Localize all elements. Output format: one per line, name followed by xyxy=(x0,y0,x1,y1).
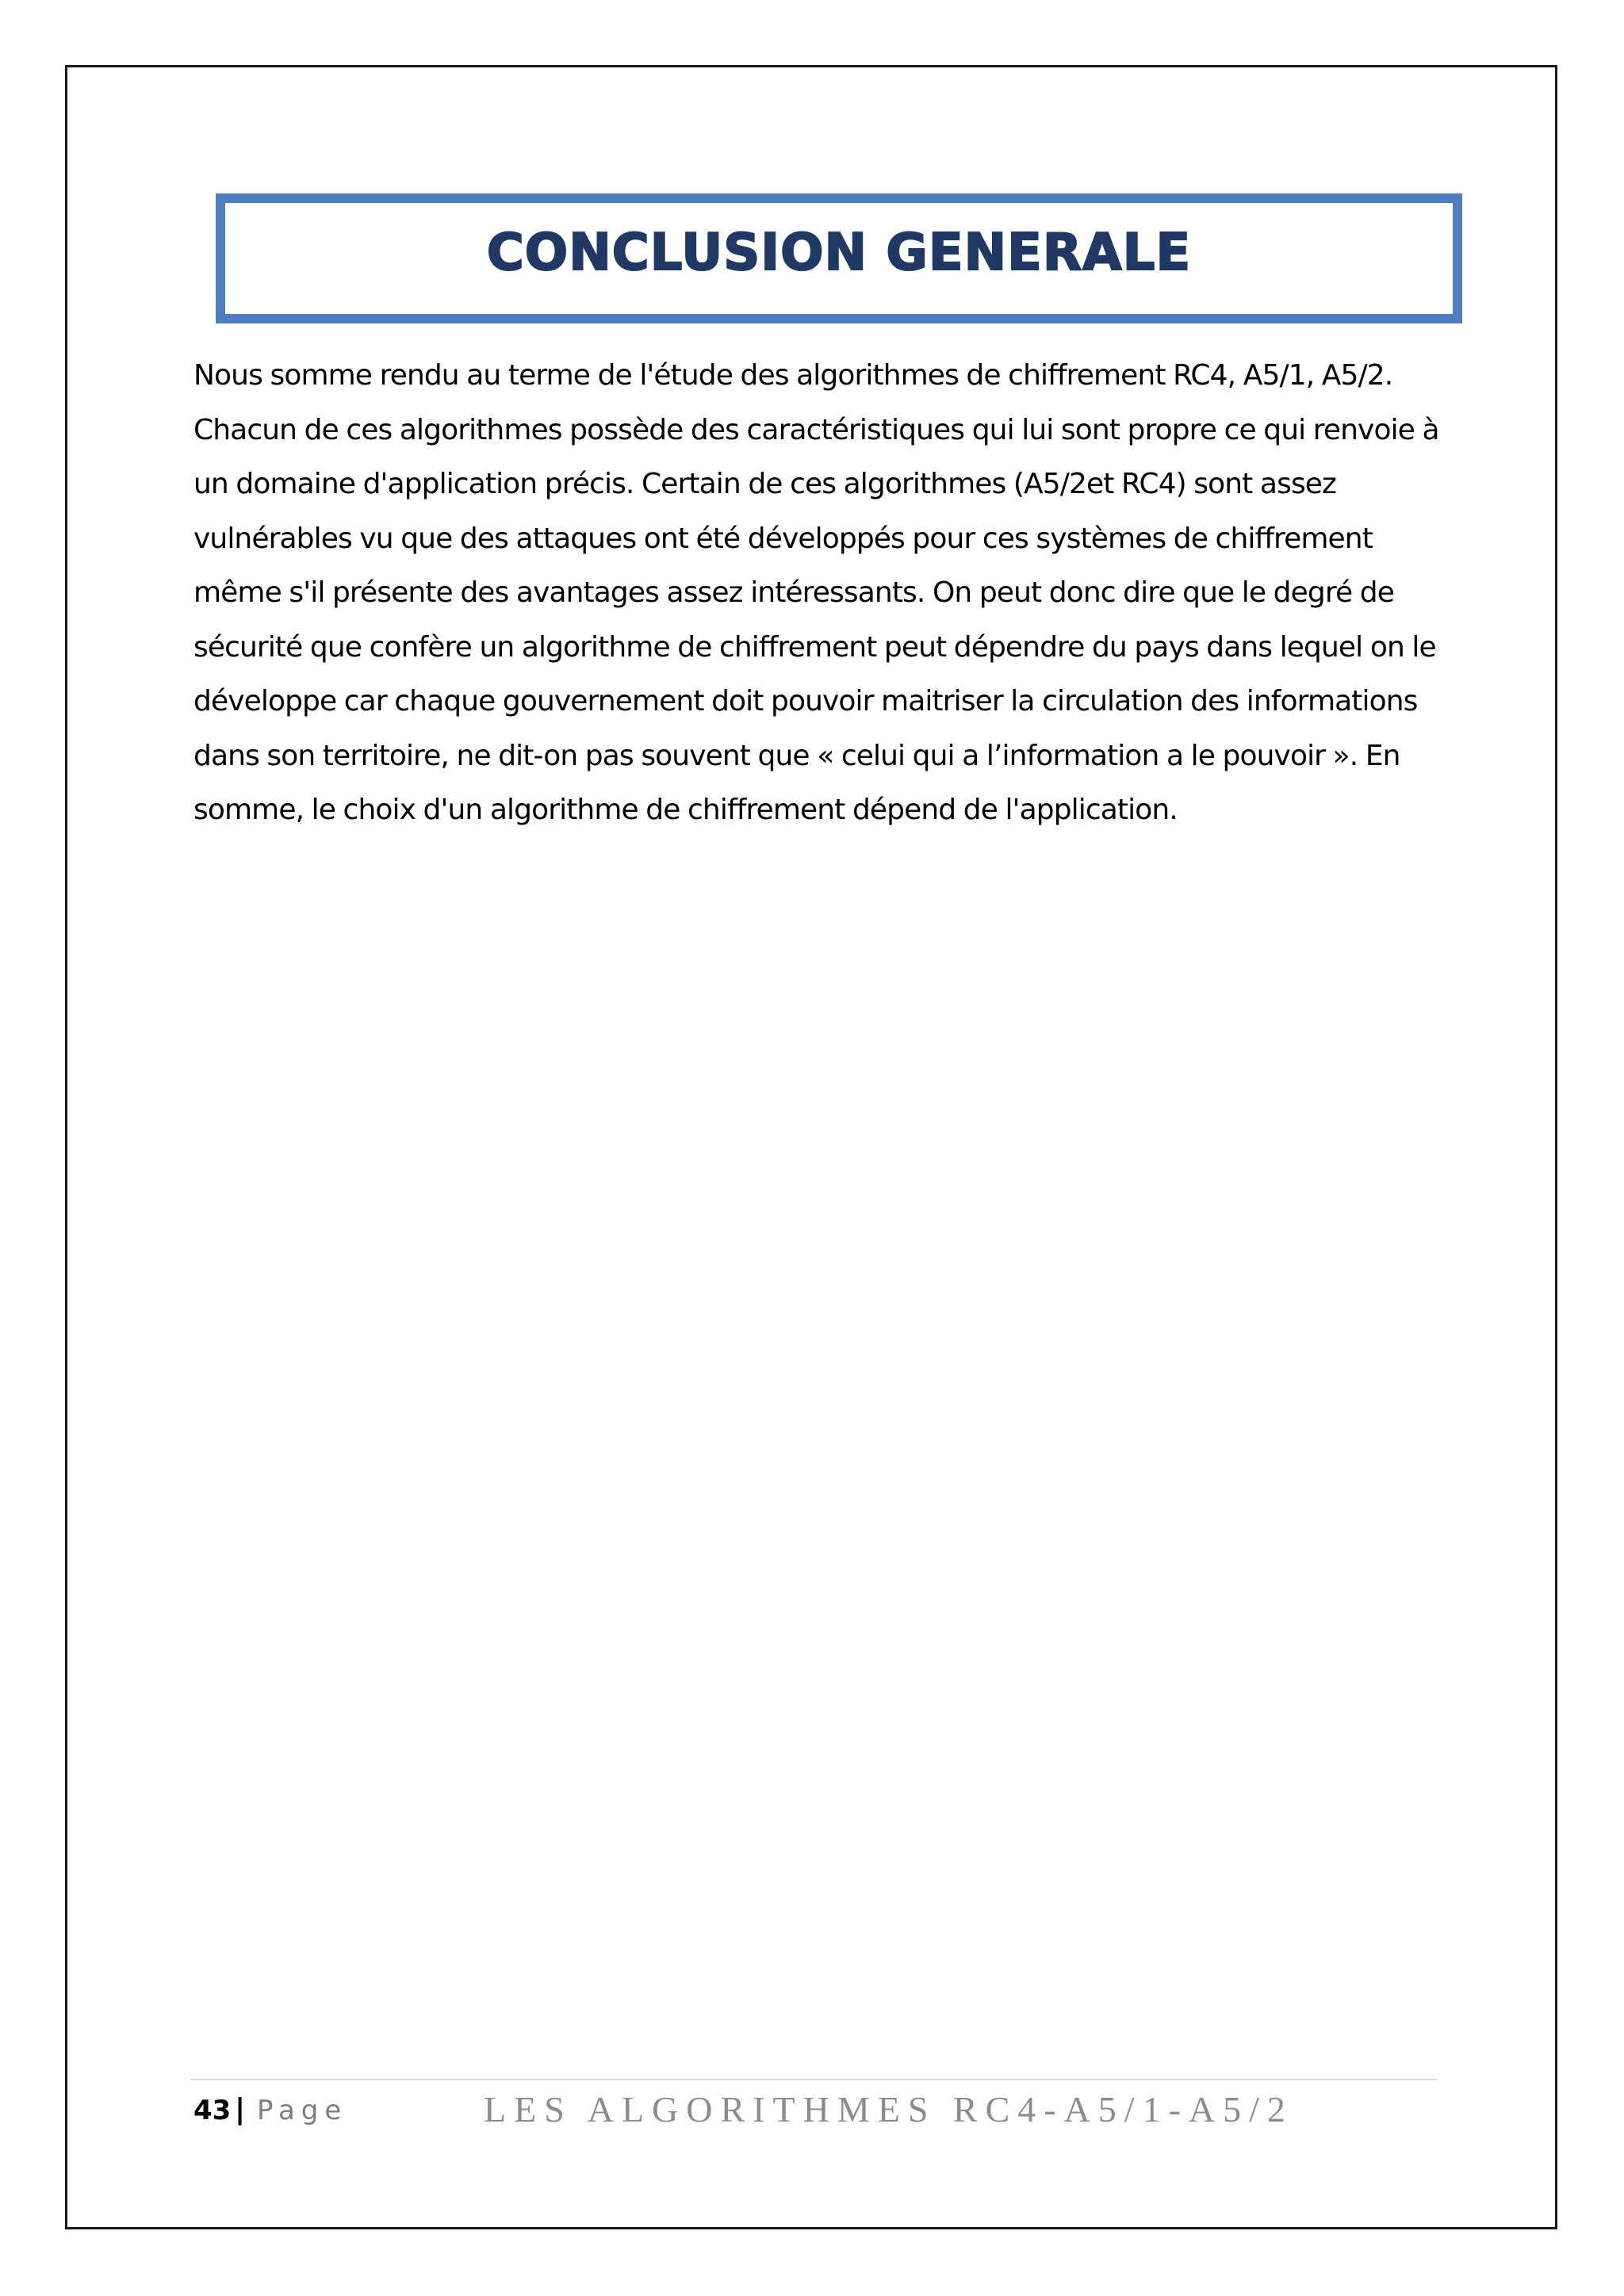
paragraph-line: sécurité que confère un algorithme de chiffrement peut dépendre du pays dans lequel on le xyxy=(193,630,1436,664)
page-label: Page xyxy=(257,2095,348,2126)
paragraph-line: un domaine d'application précis. Certain de ces algorithmes (A5/2et RC4) sont assez xyxy=(193,468,1337,500)
running-title: LES ALGORITHMES RC4-A5/1-A5/2 xyxy=(484,2089,1293,2130)
page-footer xyxy=(193,2087,1446,2134)
paragraph-line: développe car chaque gouvernement doit pouvoir maitriser la circulation des informations xyxy=(193,685,1418,718)
page-title: CONCLUSION GENERALE xyxy=(486,224,1192,282)
paragraph-line: somme, le choix d'un algorithme de chiffrement dépend de l'application. xyxy=(193,794,1178,826)
paragraph-line: même s'il présente des avantages assez intéressants. On peut donc dire que le degré de xyxy=(193,576,1394,609)
paragraph-line: Chacun de ces algorithmes possède des caractéristiques qui lui sont propre ce qui renvoie à xyxy=(193,413,1439,446)
paragraph-line: dans son territoire, ne dit-on pas souvent que « celui qui a l’information a le pouvoir ». En xyxy=(193,739,1400,772)
paragraph-line: vulnérables vu que des attaques ont été développés pour ces systèmes de chiffrement xyxy=(193,522,1373,555)
conclusion-paragraph xyxy=(193,349,1462,838)
footer-divider xyxy=(190,2079,1437,2080)
title-box xyxy=(216,193,1462,323)
paragraph-line: Nous somme rendu au terme de l'étude des algorithmes de chiffrement RC4, A5/1, A5/2. xyxy=(193,359,1393,392)
page-number: 43 xyxy=(193,2095,232,2126)
page-separator: | xyxy=(235,2093,246,2126)
